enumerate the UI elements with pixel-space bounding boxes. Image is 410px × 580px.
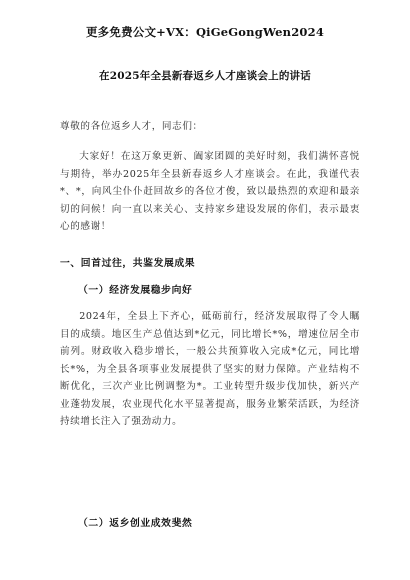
section-heading-1: 一、回首过往，共鉴发展成果: [60, 258, 196, 269]
subsection-paragraph-1-1: 2024年，全县上下齐心，砥砺前行，经济发展取得了令人瞩目的成绩。地区生产总值达到*亿元，同比增长*%，增速位居全市前列。财政收入稳步增长，一般公共预算收入完成*亿元，同比增长*%，为全县各项事业发展提供了坚实的财力保障。产业结构不断优化，三次产业比例调整为*。工业转型升级步伐加快，新兴产业蓬勃发展，农业现代化水平显著提高，服务业繁荣活跃，为经济持续增长注入了强劲动力。: [60, 311, 360, 427]
salutation: 尊敬的各位返乡人才，同志们：: [60, 121, 203, 132]
intro-paragraph: 大家好！在这万象更新、阖家团圆的美好时刻，我们满怀喜悦与期待，举办2025年全县新春返乡人才座谈会。在此，我谨代表*、*，向风尘仆仆赶回故乡的各位才俊，致以最热烈的欢迎和最亲切的问候！向一直以来关心、支持家乡建设发展的你们，表示最衷心的感谢！: [60, 151, 360, 232]
promo-line: 更多免费公文+VX：QiGeGongWen2024: [85, 25, 325, 39]
document-title: 在2025年全县新春返乡人才座谈会上的讲话: [99, 70, 311, 82]
subsection-heading-1-1: （一）经济发展稳步向好: [78, 285, 193, 296]
subsection-heading-1-2: （二）返乡创业成效斐然: [78, 518, 193, 529]
